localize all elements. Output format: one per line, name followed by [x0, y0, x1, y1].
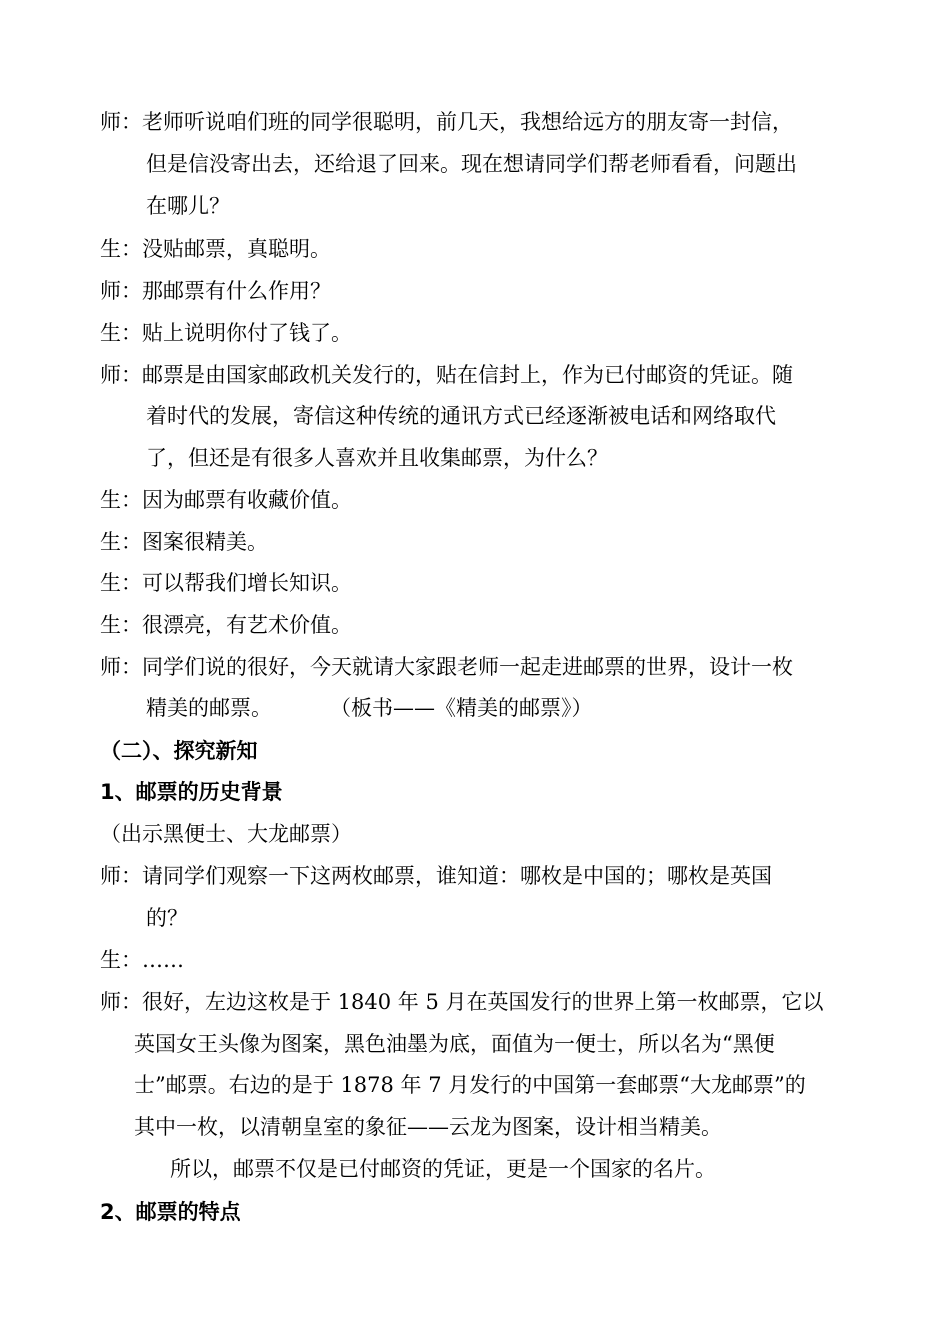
teacher-line-cont: 精美的邮票。	[146, 696, 272, 720]
teacher-line: 师：很好，左边这枚是于 1840 年 5 月在英国发行的世界上第一枚邮票，它以	[100, 990, 824, 1014]
teacher-line-cont: 着时代的发展，寄信这种传统的通讯方式已经逐渐被电话和网络取代	[146, 404, 776, 428]
blackboard-note: （板书——《精美的邮票》）	[330, 696, 593, 720]
teacher-line-cont: 在哪儿？	[146, 194, 230, 218]
student-line: 生：很漂亮，有艺术价值。	[100, 613, 352, 637]
student-line: 生：贴上说明你付了钱了。	[100, 321, 352, 345]
student-line: 生：图案很精美。	[100, 530, 268, 554]
student-line: 生：没贴邮票，真聪明。	[100, 237, 331, 261]
teacher-line-cont: 但是信没寄出去，还给退了回来。现在想请同学们帮老师看看，问题出	[146, 152, 797, 176]
student-line: 生：因为邮票有收藏价值。	[100, 488, 352, 512]
teacher-line-cont: 其中一枚，以清朝皇室的象征——云龙为图案，设计相当精美。	[134, 1115, 722, 1139]
teacher-line-cont: 的？	[146, 906, 188, 930]
section-heading: （二）、探究新知	[100, 739, 258, 763]
teacher-line-cont: 英国女王头像为图案，黑色油墨为底，面值为一便士，所以名为“黑便	[134, 1032, 775, 1056]
student-line: 生：……	[100, 948, 184, 972]
subsection-heading: 2、邮票的特点	[100, 1200, 241, 1224]
student-line: 生：可以帮我们增长知识。	[100, 571, 352, 595]
teacher-line: 师：邮票是由国家邮政机关发行的，贴在信封上，作为已付邮资的凭证。随	[100, 363, 793, 387]
teacher-line: 师：同学们说的很好，今天就请大家跟老师一起走进邮票的世界，设计一枚	[100, 655, 793, 679]
teacher-line: 师：请同学们观察一下这两枚邮票，谁知道：哪枚是中国的；哪枚是英国	[100, 864, 772, 888]
stage-note: （出示黑便士、大龙邮票）	[100, 822, 352, 846]
teacher-line: 师：那邮票有什么作用？	[100, 279, 331, 303]
teacher-line-cont: 了，但还是有很多人喜欢并且收集邮票，为什么？	[146, 446, 608, 470]
subsection-heading: 1、邮票的历史背景	[100, 780, 283, 804]
teacher-line-cont: 士”邮票。右边的是于 1878 年 7 月发行的中国第一套邮票“大龙邮票”的	[134, 1073, 806, 1097]
teacher-line: 师：老师听说咱们班的同学很聪明，前几天，我想给远方的朋友寄一封信，	[100, 110, 793, 134]
teacher-line-cont: 所以，邮票不仅是已付邮资的凭证，更是一个国家的名片。	[170, 1157, 716, 1181]
